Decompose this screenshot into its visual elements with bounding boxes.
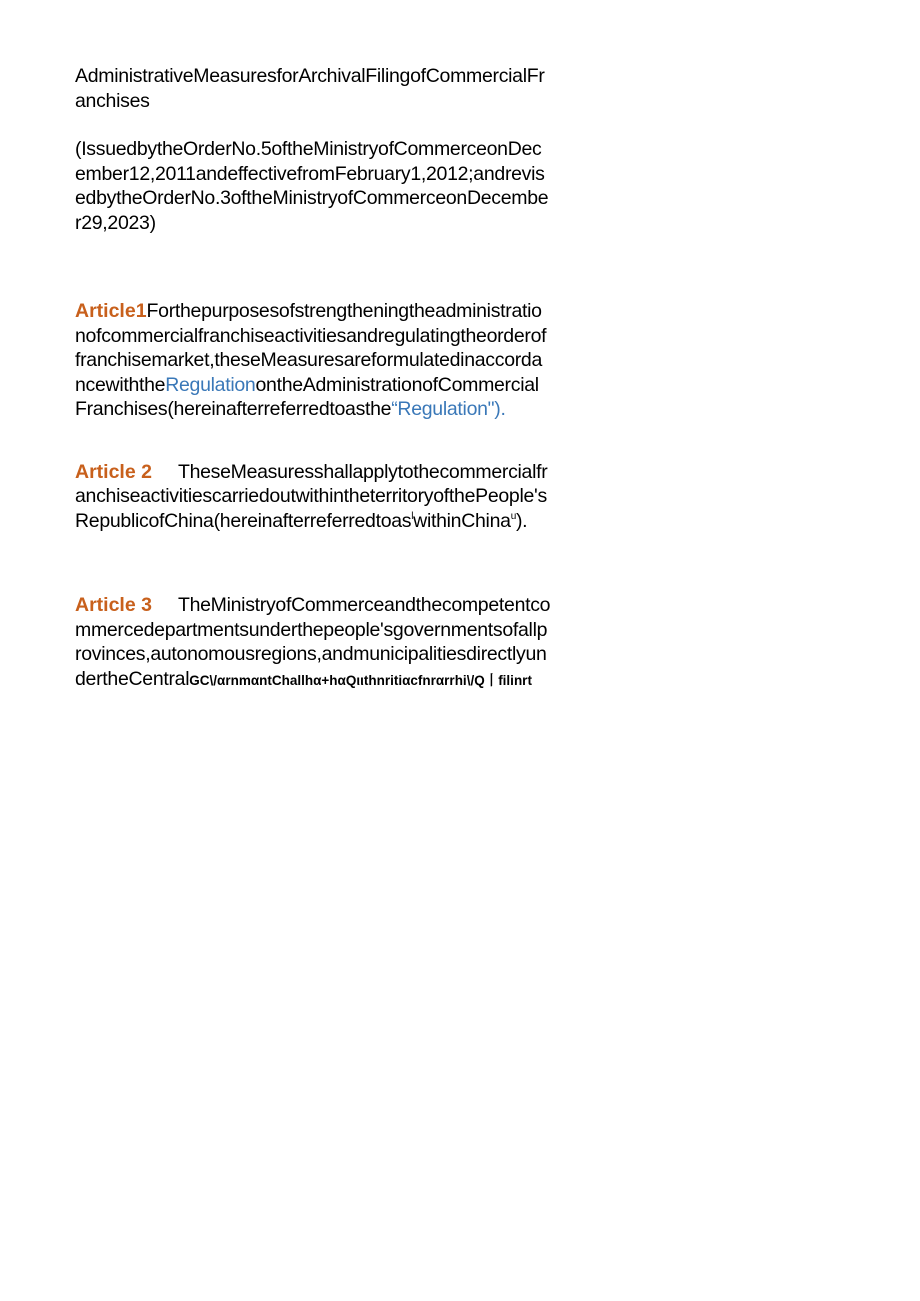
article-text: RepublicofChina(hereinafterreferredtoas: [75, 509, 412, 532]
article-line: anchiseactivitiescarriedoutwithintheterritoryofthePeople's: [75, 485, 547, 507]
article-label: Article1: [75, 300, 147, 322]
quote-mark: u: [510, 510, 516, 522]
regulation-defined-term[interactable]: “Regulation").: [391, 398, 506, 420]
article-line: [75, 460, 620, 485]
article-1: [75, 299, 620, 422]
article-line: [75, 299, 620, 324]
article-line: [75, 373, 620, 398]
document-title: [75, 64, 620, 113]
article-text: withinChina: [413, 509, 511, 532]
article-line: [75, 397, 620, 422]
article-line: mmercedepartmentsunderthepeople'sgovernmentsofallp: [75, 618, 548, 641]
article-line: [75, 667, 620, 694]
title-line: AdministrativeMeasuresforArchivalFilingofCommercialFr: [75, 65, 545, 87]
article-line: [75, 593, 620, 618]
issuance-note: [75, 137, 620, 235]
article-text: ).: [515, 509, 528, 532]
article-line: [75, 509, 620, 534]
garbled-text: GC\/αrnmαntChallhα+hαQιιthnritiαcfnrαrrhi\/Q丨filinrt: [189, 672, 532, 688]
article-2: [75, 460, 620, 534]
article-text: Forthepurposesofstrengtheningtheadministratio: [146, 300, 542, 322]
article-text: TheseMeasuresshallapplytothecommercialfr: [177, 460, 548, 483]
article-line: rovinces,autonomousregions,andmunicipalitiesdirectlyun: [75, 643, 547, 665]
article-text: Franchises(hereinafterreferredtoasthe: [75, 398, 392, 420]
article-text: ncewiththe: [75, 373, 166, 396]
issuance-line: (IssuedbytheOrderNo.5oftheMinistryofCommerceonDec: [75, 138, 542, 160]
document-page: [75, 64, 620, 731]
article-label: Article 2: [75, 460, 152, 483]
quote-mark: l: [411, 510, 414, 522]
article-3: [75, 593, 620, 693]
article-text: ontheAdministrationofCommercial: [255, 373, 539, 396]
title-line: anchises: [75, 89, 150, 112]
regulation-link[interactable]: Regulation: [165, 373, 256, 396]
article-text: dertheCentral: [75, 667, 190, 690]
issuance-line: edbytheOrderNo.3oftheMinistryofCommerceonDecembe: [75, 187, 549, 209]
article-text: TheMinistryofCommerceandthecompetentco: [177, 594, 551, 616]
article-line: franchisemarket,theseMeasuresareformulatedinaccorda: [75, 349, 543, 371]
article-label: Article 3: [75, 594, 152, 616]
issuance-line: r29,2023): [75, 211, 156, 234]
issuance-line: ember12,2011andeffectivefromFebruary1,2012;andrevis: [75, 162, 545, 185]
article-line: nofcommercialfranchiseactivitiesandregulatingtheorderof: [75, 324, 547, 347]
